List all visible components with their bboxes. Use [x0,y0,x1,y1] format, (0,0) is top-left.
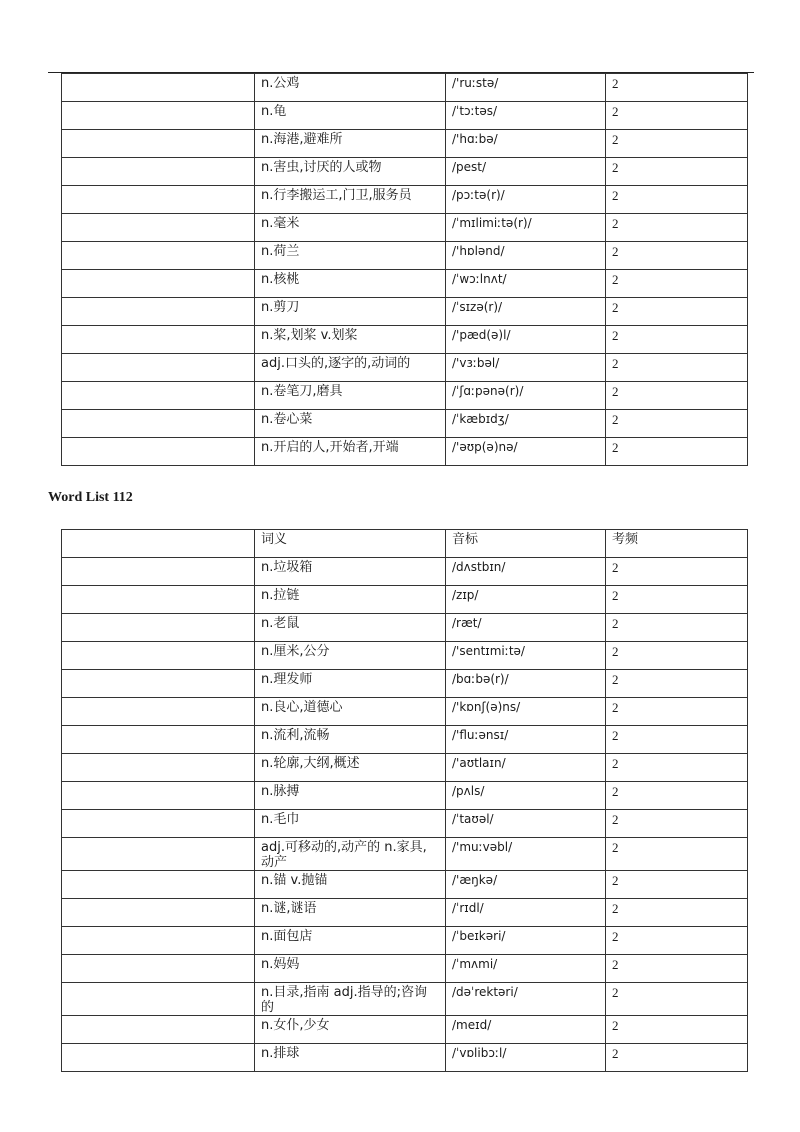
table-row [62,754,748,782]
table-row [62,726,748,754]
index-cell [62,186,255,214]
word-frequency: 2 [606,354,748,382]
word-meaning: n.龟 [255,102,446,130]
word-phonetic: /ˈwɔːlnʌt/ [446,270,606,298]
table-row [62,214,748,242]
table-row [62,438,748,466]
word-phonetic: /ˈtɔːtəs/ [446,102,606,130]
word-frequency: 2 [606,130,748,158]
index-cell [62,270,255,298]
header-meaning: 词义 [255,530,446,558]
word-frequency: 2 [606,214,748,242]
word-frequency: 2 [606,899,748,927]
word-phonetic: /'muːvəbl/ [446,838,606,871]
word-phonetic: /ˈtaʊəl/ [446,810,606,838]
index-cell [62,410,255,438]
index-cell [62,102,255,130]
table-row [62,158,748,186]
word-frequency: 2 [606,754,748,782]
word-meaning: n.目录,指南 adj.指导的;咨询的 [255,983,446,1016]
table-row [62,927,748,955]
word-meaning: n.厘米,公分 [255,642,446,670]
index-cell [62,838,255,871]
word-phonetic: /bɑːbə(r)/ [446,670,606,698]
word-meaning: n.害虫,讨厌的人或物 [255,158,446,186]
index-cell [62,983,255,1016]
word-frequency: 2 [606,614,748,642]
table-row [62,670,748,698]
word-meaning: n.理发师 [255,670,446,698]
word-meaning: n.脉搏 [255,782,446,810]
word-frequency: 2 [606,871,748,899]
index-cell [62,298,255,326]
word-meaning: n.毛巾 [255,810,446,838]
index-cell [62,530,255,558]
table-row [62,354,748,382]
index-cell [62,74,255,102]
table-row [62,298,748,326]
word-meaning: n.荷兰 [255,242,446,270]
word-frequency: 2 [606,670,748,698]
index-cell [62,871,255,899]
index-cell [62,726,255,754]
index-cell [62,810,255,838]
word-frequency: 2 [606,1016,748,1044]
word-phonetic: /dʌstbɪn/ [446,558,606,586]
word-list-heading: Word List 112 [48,490,133,505]
table-row [62,586,748,614]
word-meaning: n.老鼠 [255,614,446,642]
table-row [62,186,748,214]
table-row [62,1016,748,1044]
word-phonetic: /dəˈrektəri/ [446,983,606,1016]
word-meaning: n.妈妈 [255,955,446,983]
table-row [62,102,748,130]
table-row [62,614,748,642]
word-frequency: 2 [606,382,748,410]
table-row [62,130,748,158]
index-cell [62,130,255,158]
word-meaning: n.轮廓,大纲,概述 [255,754,446,782]
word-frequency: 2 [606,698,748,726]
word-phonetic: /ˈsɪzə(r)/ [446,298,606,326]
index-cell [62,158,255,186]
word-phonetic: /ˈmɪlimiːtə(r)/ [446,214,606,242]
table-row [62,270,748,298]
word-frequency: 2 [606,186,748,214]
table-row [62,1044,748,1072]
index-cell [62,782,255,810]
word-meaning: n.行李搬运工,门卫,服务员 [255,186,446,214]
index-cell [62,899,255,927]
word-phonetic: /meɪd/ [446,1016,606,1044]
table-row [62,871,748,899]
word-phonetic: /ˈvɒlibɔːl/ [446,1044,606,1072]
word-meaning: n.锚 v.抛锚 [255,871,446,899]
index-cell [62,438,255,466]
word-phonetic: /'hɒlənd/ [446,242,606,270]
table-row [62,242,748,270]
word-frequency: 2 [606,927,748,955]
word-frequency: 2 [606,955,748,983]
word-phonetic: /ˈmʌmi/ [446,955,606,983]
word-meaning: n.海港,避难所 [255,130,446,158]
word-meaning: n.垃圾箱 [255,558,446,586]
table-row [62,74,748,102]
index-cell [62,927,255,955]
word-frequency: 2 [606,810,748,838]
word-meaning: n.谜,谜语 [255,899,446,927]
word-meaning: n.面包店 [255,927,446,955]
index-cell [62,955,255,983]
word-phonetic: /'kɒnʃ(ə)ns/ [446,698,606,726]
index-cell [62,614,255,642]
table-row [62,642,748,670]
word-frequency: 2 [606,782,748,810]
index-cell [62,698,255,726]
table-row [62,983,748,1016]
index-cell [62,214,255,242]
word-meaning: n.公鸡 [255,74,446,102]
word-meaning: n.排球 [255,1044,446,1072]
word-frequency: 2 [606,642,748,670]
word-frequency: 2 [606,74,748,102]
word-frequency: 2 [606,298,748,326]
word-phonetic: /ˈʃɑːpənə(r)/ [446,382,606,410]
index-cell [62,326,255,354]
word-frequency: 2 [606,270,748,298]
index-cell [62,670,255,698]
table-row [62,326,748,354]
word-phonetic: /'vɜːbəl/ [446,354,606,382]
index-cell [62,382,255,410]
index-cell [62,242,255,270]
index-cell [62,354,255,382]
word-phonetic: /'aʊtlaɪn/ [446,754,606,782]
table-row [62,782,748,810]
word-meaning: n.拉链 [255,586,446,614]
table-row [62,955,748,983]
table-header-row [62,530,748,558]
word-meaning: n.毫米 [255,214,446,242]
word-phonetic: /pɔːtə(r)/ [446,186,606,214]
word-frequency: 2 [606,558,748,586]
word-meaning: adj.口头的,逐字的,动词的 [255,354,446,382]
word-frequency: 2 [606,586,748,614]
header-frequency: 考频 [606,530,748,558]
word-frequency: 2 [606,242,748,270]
word-meaning: n.卷心菜 [255,410,446,438]
word-frequency: 2 [606,726,748,754]
header-phonetic: 音标 [446,530,606,558]
table-row [62,558,748,586]
word-phonetic: /'fluːənsɪ/ [446,726,606,754]
word-phonetic: /'sentɪmiːtə/ [446,642,606,670]
word-frequency: 2 [606,438,748,466]
word-frequency: 2 [606,1044,748,1072]
word-meaning: adj.可移动的,动产的 n.家具,动产 [255,838,446,871]
index-cell [62,1016,255,1044]
word-frequency: 2 [606,326,748,354]
table-row [62,838,748,871]
table-row [62,382,748,410]
word-meaning: n.卷笔刀,磨具 [255,382,446,410]
index-cell [62,754,255,782]
table-row [62,410,748,438]
word-table-111 [61,73,748,466]
word-meaning: n.女仆,少女 [255,1016,446,1044]
word-meaning: n.流利,流畅 [255,726,446,754]
index-cell [62,1044,255,1072]
word-frequency: 2 [606,983,748,1016]
word-frequency: 2 [606,102,748,130]
word-meaning: n.良心,道德心 [255,698,446,726]
word-phonetic: /ˈkæbɪdʒ/ [446,410,606,438]
word-phonetic: /'pæd(ə)l/ [446,326,606,354]
index-cell [62,586,255,614]
index-cell [62,558,255,586]
word-phonetic: /pʌls/ [446,782,606,810]
word-phonetic: /pest/ [446,158,606,186]
word-frequency: 2 [606,158,748,186]
word-frequency: 2 [606,838,748,871]
word-phonetic: /'hɑːbə/ [446,130,606,158]
word-phonetic: /'əʊp(ə)nə/ [446,438,606,466]
word-phonetic: /zɪp/ [446,586,606,614]
word-phonetic: /'ruːstə/ [446,74,606,102]
word-meaning: n.开启的人,开始者,开端 [255,438,446,466]
word-meaning: n.剪刀 [255,298,446,326]
table-row [62,899,748,927]
index-cell [62,642,255,670]
word-meaning: n.核桃 [255,270,446,298]
word-meaning: n.桨,划桨 v.划桨 [255,326,446,354]
table-row [62,810,748,838]
word-frequency: 2 [606,410,748,438]
word-phonetic: /ˈrɪdl/ [446,899,606,927]
word-phonetic: /ˈbeɪkəri/ [446,927,606,955]
table-row [62,698,748,726]
word-phonetic: /'æŋkə/ [446,871,606,899]
word-table-112 [61,529,748,1072]
word-phonetic: /ræt/ [446,614,606,642]
